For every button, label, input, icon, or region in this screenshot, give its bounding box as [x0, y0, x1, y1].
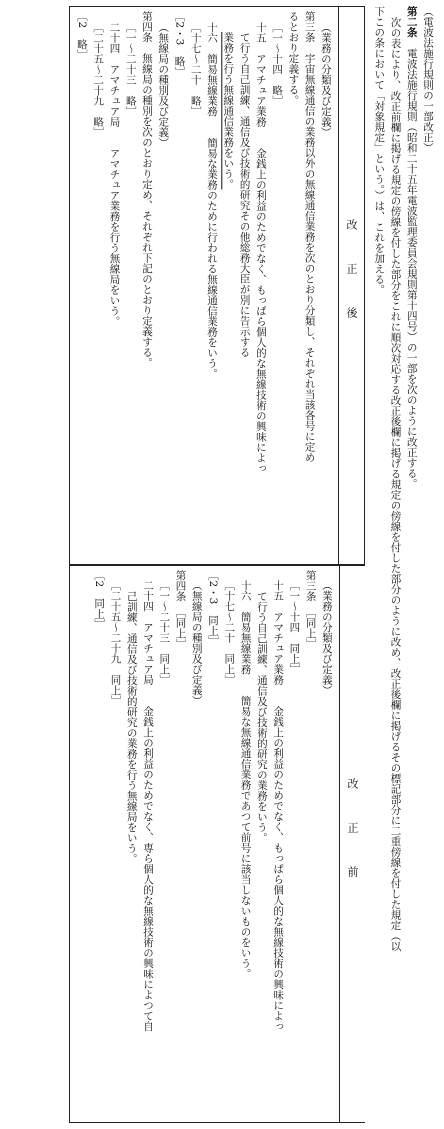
before-line: ［一～二十三 同上］ — [158, 580, 171, 685]
after-line: 二十四 アマチュア局 アマチュア業務を行う無線局をいう。 — [108, 21, 121, 326]
after-line: （業務の分類及び定義） — [319, 21, 332, 137]
after-line: ［二十五～二十九 略］ — [92, 21, 105, 137]
after-column-header: 改正後 — [338, 7, 364, 564]
before-line: 第四条 ［同上］ — [174, 569, 187, 649]
amendment-line-3: 下この条において「対象規定」という。）は、これを加える。 — [373, 6, 386, 295]
before-line: （無線局の種別及び定義） — [190, 580, 203, 706]
after-line: ［十七～二十 略］ — [189, 21, 202, 116]
amendment-heading: （電波法施行規則の一部改正） — [422, 6, 434, 153]
after-column — [69, 6, 365, 565]
before-line: 十六 簡易無線業務 簡易な無線通信業務であつて前号に該当しないものをいう。 — [239, 580, 252, 979]
after-line: 十五 アマチュア業務 金銭上の利益のためでなく、もっぱら個人的な無線技術の興味によっ — [254, 21, 267, 473]
after-line: ［2・3 略］ — [173, 11, 186, 77]
article-number: 第二条 — [405, 6, 418, 38]
after-line: て行う自己訓練、通信及び技術的研究その他総務大臣が別に告示する — [238, 32, 251, 358]
before-line: ［十七～二十 同上］ — [223, 580, 236, 685]
amendment-article — [403, 6, 419, 1123]
after-line: ［一～十四 略］ — [271, 21, 284, 106]
before-line: ［二十五～二十九 同上］ — [109, 580, 122, 706]
before-column-header: 改正前 — [339, 566, 365, 1123]
before-line: 己訓練、通信及び技術的研究の業務を行う無線局をいう。 — [125, 590, 138, 864]
comparison-table — [69, 6, 365, 1123]
before-line: ［2 同上］ — [93, 569, 106, 629]
before-line: 十五 アマチュア業務 金銭上の利益のためでなく、もっぱら個人的な無線技術の興味によっ — [272, 580, 285, 1032]
after-line: （無線局の種別及び定義） — [157, 21, 170, 148]
after-line: ［一～二十三 略］ — [124, 21, 137, 116]
after-line: 第四条 無線局の種別を次のとおり定め、それぞれ下記のとおり定義する。 — [140, 11, 153, 368]
after-line: ［2 略］ — [75, 11, 88, 60]
before-column — [69, 565, 365, 1124]
amendment-line-1: 電波法施行規則（昭和二十五年電波監理委員会規則第十四号）の一部を次のように改正する。 — [405, 48, 418, 489]
after-line: 十六 簡易無線業務 簡易な業務のために行われる無線通信業務をいう。 — [206, 21, 219, 379]
preamble — [371, 6, 436, 1123]
after-line-underlined: 業務を行う無線通信業務をいう。 — [222, 32, 235, 190]
before-line: ［2・3 同上］ — [207, 569, 220, 646]
after-line: 第三条 宇宙無線通信の業務以外の無線通信業務を次のとおり分類し、それぞれ当該各号に定め — [303, 11, 316, 463]
amendment-line-2: 次の表により、改正前欄に掲げる規定の傍線を付した部分をこれに順次対応する改正後欄に掲げる規定の傍線を付した部分のように改め、改正後欄に掲げるその標記部分に二重傍線を付した規定（以 — [389, 16, 402, 951]
before-line: （業務の分類及び定義） — [320, 580, 333, 696]
before-line: ［一～十四 同上］ — [288, 580, 301, 675]
before-column-body — [87, 566, 339, 1123]
after-column-body — [70, 7, 338, 564]
before-line: 二十四 アマチュア局 金銭上の利益のためでなく、専ら個人的な無線技術の興味によつて自 — [141, 580, 154, 1032]
before-line: て行う自己訓練、通信及び技術的研究の業務をいう。 — [255, 590, 268, 843]
before-line: 第三条 ［同上］ — [304, 569, 317, 649]
after-line: るとおり定義する。 — [287, 11, 300, 106]
